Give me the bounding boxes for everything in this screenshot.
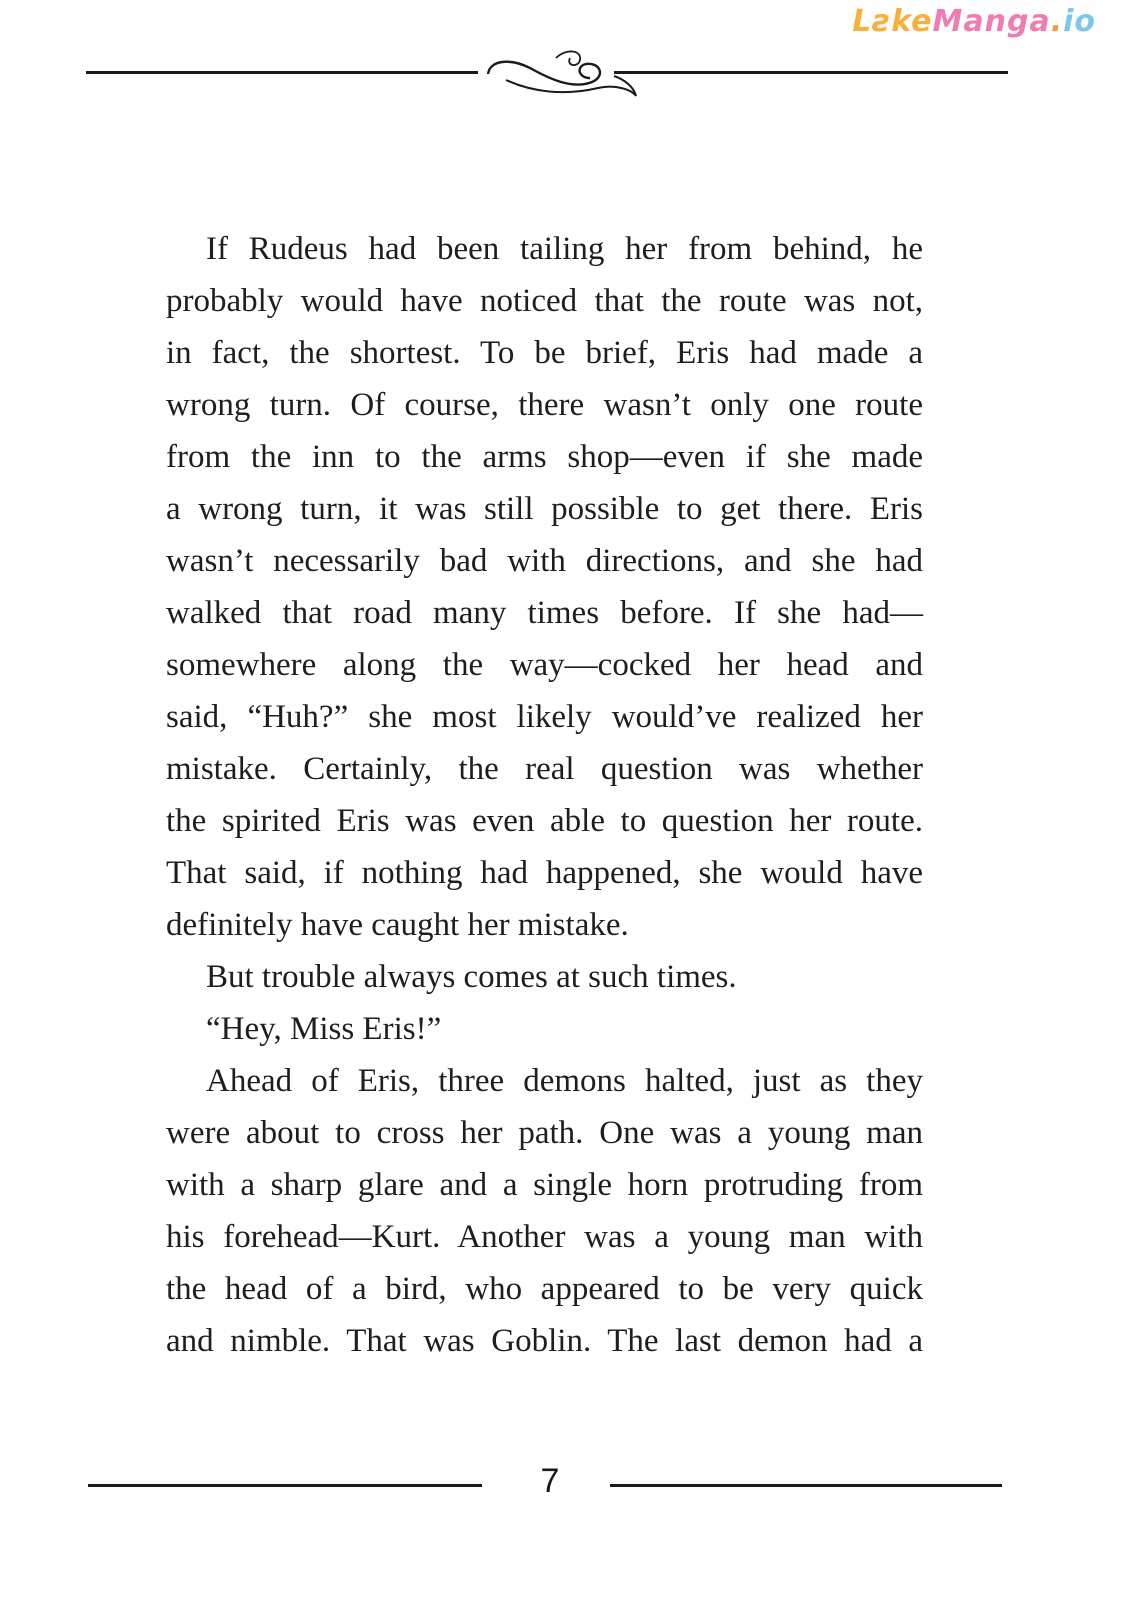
text-line: But trouble always comes at such times.: [206, 959, 737, 995]
text-line: in fact, the shortest. To be brief, Eris had made a: [166, 335, 923, 371]
text-line: the head of a bird, who appeared to be very quick: [166, 1271, 923, 1307]
text-line: “Hey, Miss Eris!”: [206, 1011, 442, 1047]
footer-rule-left: [88, 1484, 482, 1487]
text-line: mistake. Certainly, the real question was whether: [166, 751, 923, 787]
text-line: If Rudeus had been tailing her from behind, he: [206, 231, 923, 267]
text-line: and nimble. That was Goblin. The last demon had a: [166, 1323, 923, 1359]
text-line: the spirited Eris was even able to question her route.: [166, 803, 923, 839]
page-number: 7: [540, 1462, 560, 1500]
text-line: definitely have caught her mistake.: [166, 907, 629, 943]
text-line: Ahead of Eris, three demons halted, just as they: [206, 1063, 923, 1099]
text-line: somewhere along the way—cocked her head and: [166, 647, 923, 683]
text-line: walked that road many times before. If she had—: [166, 595, 923, 631]
text-line: probably would have noticed that the route was not,: [166, 283, 923, 319]
text-line: were about to cross her path. One was a young man: [166, 1115, 923, 1151]
flourish-curl: [556, 51, 580, 65]
text-line: from the inn to the arms shop—even if she made: [166, 439, 923, 475]
text-line: wasn’t necessarily bad with directions, and she had: [166, 543, 923, 579]
watermark-part-2: Manga: [932, 4, 1051, 39]
text-line: a wrong turn, it was still possible to get there. Eris: [166, 491, 923, 527]
footer-rule-right: [610, 1484, 1002, 1487]
top-flourish-ornament: [86, 44, 1008, 104]
top-rule-left: [86, 71, 478, 74]
text-line: with a sharp glare and a single horn protruding from: [166, 1167, 923, 1203]
watermark-part-1: Lƨke: [852, 4, 933, 39]
flourish-tail: [506, 76, 636, 96]
text-line: That said, if nothing had happened, she would have: [166, 855, 923, 891]
text-line: wrong turn. Of course, there wasn’t only one route: [166, 387, 923, 423]
text-line: said, “Huh?” she most likely would’ve realized her: [166, 699, 923, 735]
flourish-swirl: [488, 62, 600, 85]
text-line: his forehead—Kurt. Another was a young man with: [166, 1219, 923, 1255]
top-rule-right: [614, 71, 1008, 74]
novel-body-text: [166, 223, 923, 1367]
watermark-part-3: .: [1050, 4, 1064, 39]
watermark-part-4: io: [1063, 4, 1096, 39]
site-watermark: [852, 4, 1096, 39]
